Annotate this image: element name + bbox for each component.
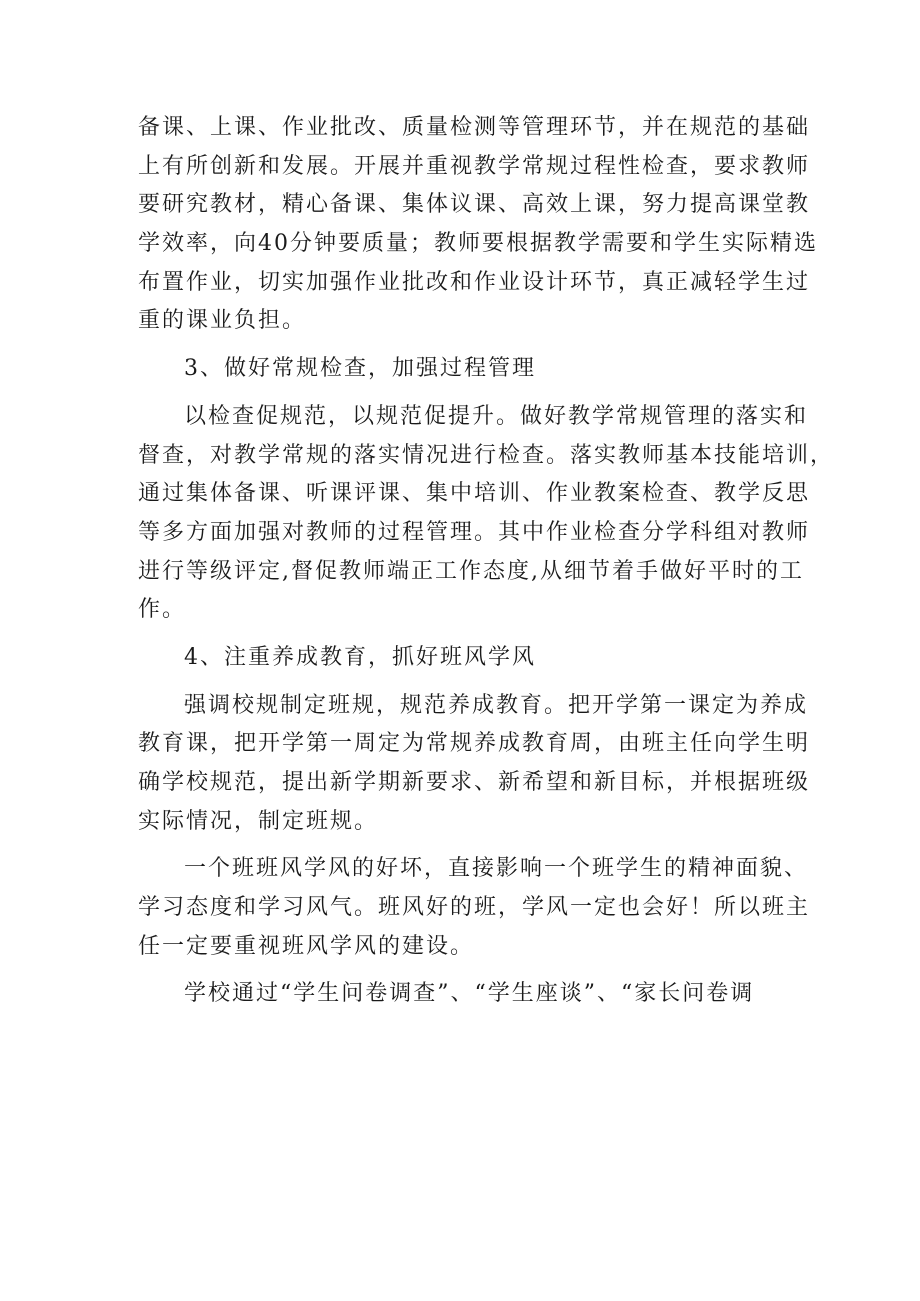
paragraph-first-line: 强调校规制定班规，规范养成教育。把开学第一课定为养成 xyxy=(184,692,809,718)
body-text-line: 教育课，把开学第一周定为常规养成教育周，由班主任向学生明 xyxy=(138,731,811,757)
section-heading: 3、做好常规检查，加强过程管理 xyxy=(184,356,536,382)
section-heading: 4、注重养成教育，抓好班风学风 xyxy=(184,644,536,670)
paragraph-first-line: 学校通过“学生问卷调查”、“学生座谈”、“家长问卷调 xyxy=(184,981,755,1007)
body-text-line: 要研究教材，精心备课、集体议课、高效上课，努力提高课堂教 xyxy=(138,192,811,218)
body-text-line: 重的课业负担。 xyxy=(138,308,307,334)
body-text-line: 实际情况，制定班规。 xyxy=(138,808,379,834)
document-body xyxy=(138,109,835,1014)
paragraph-first-line: 一个班班风学风的好坏，直接影响一个班学生的精神面貌、 xyxy=(184,856,809,882)
body-text-line: 进行等级评定,督促教师端正工作态度,从细节着手做好平时的工 xyxy=(138,558,804,584)
body-text-line: 备课、上课、作业批改、质量检测等管理环节，并在规范的基础 xyxy=(138,115,811,140)
body-text-line: 布置作业，切实加强作业批改和作业设计环节，真正减轻学生过 xyxy=(138,269,811,295)
body-text-line: 通过集体备课、听课评课、集中培训、作业教案检查、教学反思 xyxy=(138,481,811,507)
body-text-line: 督查，对教学常规的落实情况进行检查。落实教师基本技能培训， xyxy=(138,442,835,468)
body-text-line: 学效率，向40分钟要质量；教师要根据教学需要和学生实际精选 xyxy=(138,231,818,257)
body-text-line: 任一定要重视班风学风的建设。 xyxy=(138,933,475,959)
paragraph-first-line: 以检查促规范，以规范促提升。做好教学常规管理的落实和 xyxy=(184,403,809,429)
body-text-line: 作。 xyxy=(138,597,187,623)
body-text-line: 等多方面加强对教师的过程管理。其中作业检查分学科组对教师 xyxy=(138,519,811,545)
body-text-line: 上有所创新和发展。开展并重视教学常规过程性检查，要求教师 xyxy=(138,153,811,179)
body-text-line: 学习态度和学习风气。班风好的班，学风一定也会好！所以班主 xyxy=(138,895,811,921)
body-text-line: 确学校规范，提出新学期新要求、新希望和新目标，并根据班级 xyxy=(138,770,811,795)
